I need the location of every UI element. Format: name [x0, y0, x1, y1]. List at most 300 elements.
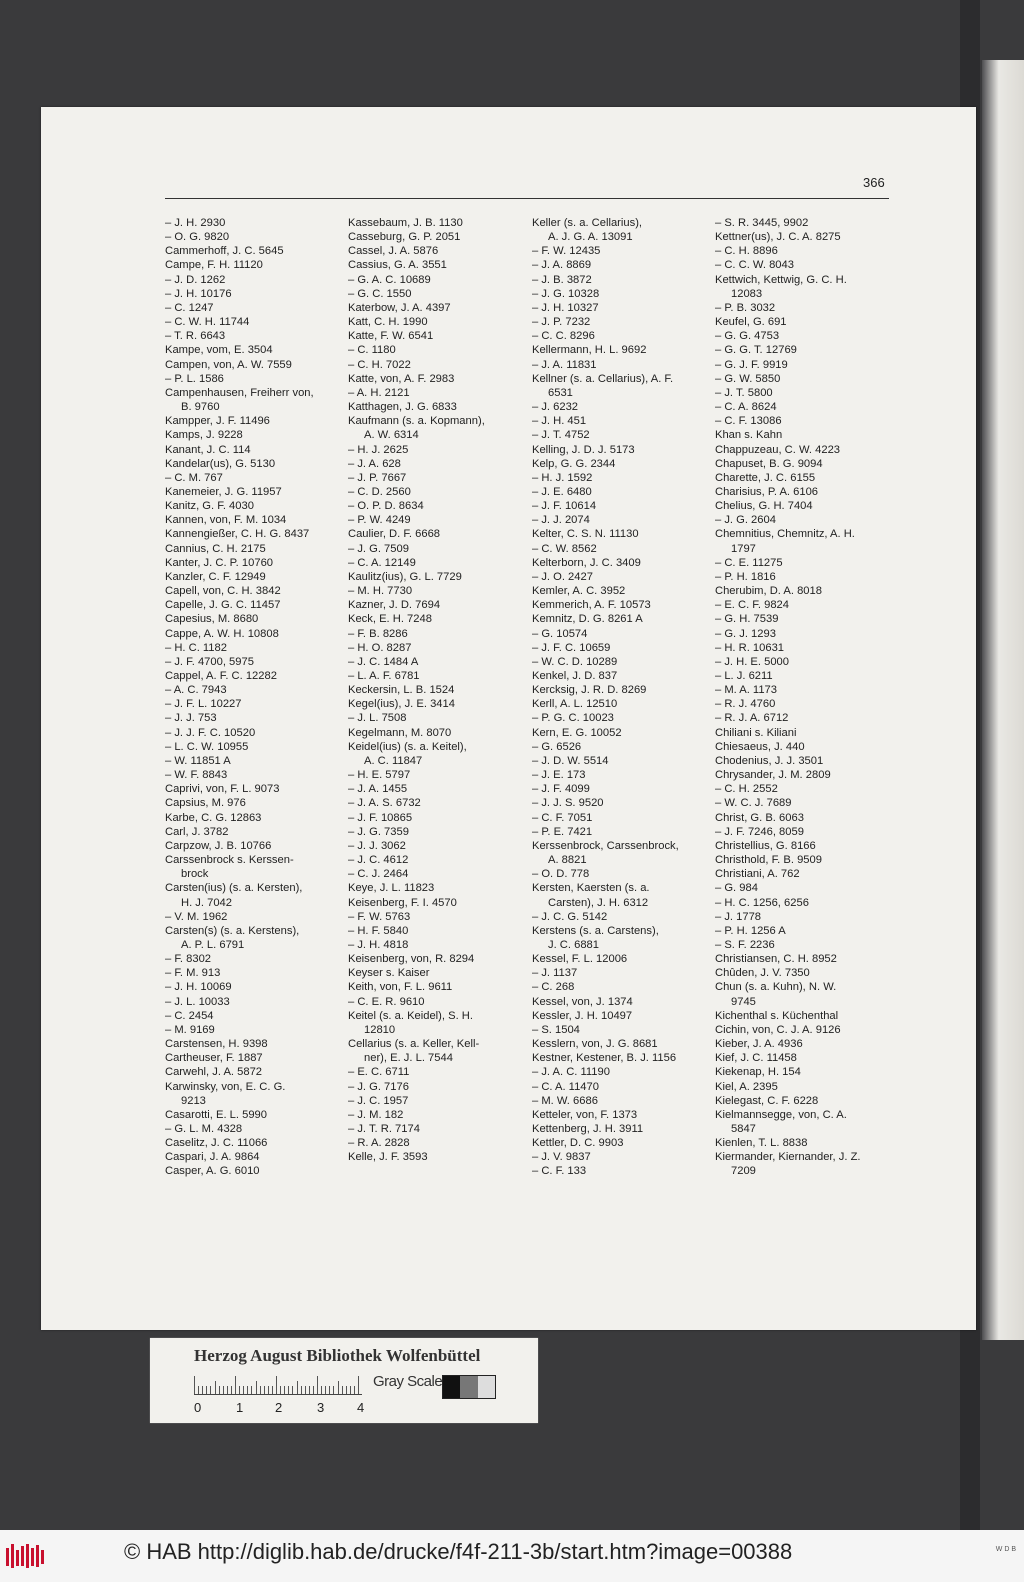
index-entry: Casper, A. G. 6010 — [165, 1165, 260, 1178]
index-entry: 9213 — [181, 1094, 206, 1107]
index-entry: Carpzow, J. B. 10766 — [165, 839, 272, 852]
index-entry: – J. G. 7359 — [348, 825, 409, 838]
index-entry: Kelterborn, J. C. 3409 — [532, 556, 641, 569]
index-entry: – J. A. 11831 — [532, 358, 597, 371]
index-entry: Campenhausen, Freiherr von, — [165, 386, 314, 399]
index-entry: – J. H. 4818 — [348, 938, 409, 951]
index-entry: – M. A. 1173 — [715, 684, 777, 697]
index-entry: – M. W. 6686 — [532, 1094, 598, 1107]
index-entry: – J. A. C. 11190 — [532, 1066, 610, 1079]
index-entry: Kellner (s. a. Cellarius), A. F. — [532, 372, 674, 385]
ruler-number: 1 — [236, 1400, 244, 1415]
gray-swatch — [443, 1376, 460, 1398]
index-entry: – J. H. 10176 — [165, 287, 232, 300]
ruler-tick — [210, 1386, 211, 1394]
index-entry: – F. W. 12435 — [532, 245, 601, 258]
index-entry: Keckersin, L. B. 1524 — [348, 684, 455, 697]
index-entry: – C. F. 13086 — [715, 415, 782, 428]
gray-scale-swatches — [442, 1375, 496, 1399]
ruler-tick — [235, 1376, 236, 1394]
index-entry: – H. O. 8287 — [348, 641, 412, 654]
index-entry: Kienlen, T. L. 8838 — [715, 1137, 808, 1150]
index-entry: Chrysander, J. M. 2809 — [715, 769, 831, 782]
index-entry: Chapuset, B. G. 9094 — [715, 457, 823, 470]
ruler-tick — [280, 1386, 281, 1394]
ruler-tick — [194, 1376, 195, 1394]
index-entry: – W. C. D. 10289 — [532, 655, 618, 668]
index-entry: – J. F. 10865 — [348, 811, 413, 824]
index-entry: – J. F. C. 10659 — [532, 641, 611, 654]
index-entry: B. 9760 — [181, 401, 220, 414]
index-entry: – G. A. C. 10689 — [348, 273, 431, 286]
index-entry: – G. C. 1550 — [348, 287, 412, 300]
index-entry: Kassebaum, J. B. 1130 — [348, 217, 463, 229]
index-entry: – C. F. 133 — [532, 1165, 587, 1178]
index-entry: Keitel (s. a. Keidel), S. H. — [348, 1009, 473, 1022]
ruler-tick — [284, 1386, 285, 1394]
index-entry: Chodenius, J. J. 3501 — [715, 754, 824, 767]
index-entry: – H. J. 2625 — [348, 443, 409, 456]
index-entry: – J. P. 7232 — [532, 316, 591, 329]
ruler-tick — [325, 1386, 326, 1394]
index-entry: 9745 — [731, 995, 756, 1008]
index-entry: Karbe, C. G. 12863 — [165, 811, 262, 824]
index-entry: Kegelmann, M. 8070 — [348, 726, 452, 739]
index-entry: 12810 — [364, 1023, 396, 1036]
index-entry: Cartheuser, F. 1887 — [165, 1052, 263, 1065]
index-entry: Ketteler, von, F. 1373 — [532, 1108, 638, 1121]
index-entry: – P. G. C. 10023 — [532, 712, 614, 725]
index-entry: Kanemeier, J. G. 11957 — [165, 485, 282, 498]
index-entry: 1797 — [731, 542, 756, 555]
index-entry: Carstensen, H. 9398 — [165, 1038, 268, 1051]
index-entry: Caprivi, von, F. L. 9073 — [165, 783, 280, 796]
index-entry: – G. 984 — [715, 882, 758, 895]
index-entry: Kaulitz(ius), G. L. 7729 — [348, 570, 462, 583]
index-entry: Cherubim, D. A. 8018 — [715, 585, 822, 598]
index-entry: Capsius, M. 976 — [165, 797, 246, 810]
index-entry: Katthagen, J. G. 6833 — [348, 401, 457, 414]
ruler-tick — [198, 1386, 199, 1394]
index-entry: – R. J. A. 6712 — [715, 712, 789, 725]
index-entry: – H. J. 1592 — [532, 471, 593, 484]
index-entry: Carsten(s) (s. a. Kerstens), — [165, 924, 300, 937]
index-entry: Carwehl, J. A. 5872 — [165, 1066, 263, 1079]
index-entry: Kandelar(us), G. 5130 — [165, 457, 276, 470]
copyright-url[interactable]: © HAB http://diglib.hab.de/drucke/f4f-211-3b/start.htm?image=00388 — [124, 1539, 793, 1564]
index-entry: Keisenberg, F. I. 4570 — [348, 896, 457, 909]
index-entry: – W. C. J. 7689 — [715, 797, 792, 810]
index-entry: Khan s. Kahn — [715, 429, 783, 442]
hab-logo-icon — [4, 1542, 46, 1570]
index-entry: Kaufmann (s. a. Kopmann), — [348, 415, 485, 428]
index-entry: – E. C. F. 9824 — [715, 599, 790, 612]
index-entry: Kessel, F. L. 12006 — [532, 953, 628, 966]
index-entry: – P. L. 1586 — [165, 372, 224, 385]
index-entry: – O. D. 778 — [532, 868, 590, 881]
ruler-tick — [297, 1381, 298, 1394]
index-entry: – J. J. 753 — [165, 712, 217, 725]
index-entry: – A. H. 2121 — [348, 386, 410, 399]
ruler-number: 4 — [357, 1400, 365, 1415]
index-entry: – F. M. 913 — [165, 967, 221, 980]
index-entry: 7209 — [731, 1165, 756, 1178]
index-entry: – J. L. 7508 — [348, 712, 407, 725]
index-entry: – J. J. 2074 — [532, 514, 590, 527]
index-entry: Kiekenap, H. 154 — [715, 1066, 801, 1079]
index-column-4 — [715, 216, 893, 1179]
index-entry: – J. C. 4612 — [348, 854, 409, 867]
index-entry: – G. J. F. 9919 — [715, 358, 788, 371]
page-number: 366 — [863, 175, 885, 190]
index-entry: Chiliani s. Kiliani — [715, 726, 797, 739]
index-entry: Kielmannsegge, von, C. A. — [715, 1108, 847, 1121]
index-entry: – L. C. W. 10955 — [165, 740, 249, 753]
index-entry: A. J. G. A. 13091 — [548, 231, 633, 244]
index-entry: – J. L. 10033 — [165, 995, 230, 1008]
index-entry: Kettwich, Kettwig, G. C. H. — [715, 273, 847, 286]
index-entry: Campen, von, A. W. 7559 — [165, 358, 292, 371]
index-entry: Kiermander, Kiernander, J. Z. — [715, 1151, 861, 1164]
ruler-tick — [333, 1386, 334, 1394]
ruler-tick — [227, 1386, 228, 1394]
index-entry: Christellius, G. 8166 — [715, 839, 816, 852]
index-entry: Carsten(ius) (s. a. Kersten), — [165, 882, 303, 895]
index-entry: – P. H. 1816 — [715, 570, 776, 583]
index-entry: Chiesaeus, J. 440 — [715, 740, 805, 753]
index-entry: Christiansen, C. H. 8952 — [715, 953, 837, 966]
index-entry: – C. J. 2464 — [348, 868, 409, 881]
index-entry: Kerssenbrock, Carssenbrock, — [532, 839, 679, 852]
index-entry: Caspari, J. A. 9864 — [165, 1151, 260, 1164]
index-entry: Charette, J. C. 6155 — [715, 471, 816, 484]
index-entry: – J. F. 10614 — [532, 500, 597, 513]
index-entry: Keyser s. Kaiser — [348, 967, 430, 980]
index-entry: – J. T. 4752 — [532, 429, 590, 442]
index-entry: Keisenberg, von, R. 8294 — [348, 953, 475, 966]
ruler-tick — [272, 1386, 273, 1394]
index-entry: A. C. 11847 — [364, 754, 423, 767]
index-entry: – G. W. 5850 — [715, 372, 781, 385]
index-entry: – J. E. 173 — [532, 769, 586, 782]
gray-scale-label: Gray Scale — [373, 1373, 443, 1390]
index-entry: Kemmerich, A. F. 10573 — [532, 599, 651, 612]
index-entry: – S. 1504 — [532, 1023, 580, 1036]
index-entry: – F. 8302 — [165, 953, 212, 966]
index-entry: Charisius, P. A. 6106 — [715, 485, 819, 498]
index-entry: – P. E. 7421 — [532, 825, 593, 838]
index-entry: – O. G. 9820 — [165, 231, 230, 244]
footer-bar — [0, 1530, 1024, 1582]
index-entry: – J. 1778 — [715, 910, 762, 923]
index-entry: Keye, J. L. 11823 — [348, 882, 435, 895]
ruler-tick — [346, 1386, 347, 1394]
index-entry: – H. C. 1182 — [165, 641, 227, 654]
index-entry: – J. B. 3872 — [532, 273, 592, 286]
index-entry: Katerbow, J. A. 4397 — [348, 301, 451, 314]
ruler-tick — [292, 1386, 293, 1394]
index-entry: – J. D. W. 5514 — [532, 754, 609, 767]
ruler-tick — [256, 1381, 257, 1394]
index-entry: – C. C. W. 8043 — [715, 259, 794, 272]
index-entry: 5847 — [731, 1123, 756, 1135]
ruler-tick — [329, 1386, 330, 1394]
measurement-ruler — [194, 1374, 362, 1395]
index-entry: Kanitz, G. F. 4030 — [165, 500, 254, 513]
index-entry: Kanzler, C. F. 12949 — [165, 570, 266, 583]
index-entry: – C. E. 11275 — [715, 556, 783, 569]
index-entry: – J. 6232 — [532, 401, 579, 414]
index-entry: – V. M. 1962 — [165, 910, 228, 923]
index-entry: – R. J. 4760 — [715, 698, 776, 711]
index-entry: Chelius, G. H. 7404 — [715, 500, 813, 513]
index-entry: – E. C. 6711 — [348, 1066, 410, 1079]
index-entry: Kamps, J. 9228 — [165, 429, 243, 442]
index-entry: Capelle, J. G. C. 11457 — [165, 599, 281, 612]
index-entry: Chemnitius, Chemnitz, A. H. — [715, 528, 855, 541]
index-entry: – H. C. 1256, 6256 — [715, 896, 809, 909]
index-entry: Keith, von, F. L. 9611 — [348, 981, 453, 994]
index-entry: Kelling, J. D. J. 5173 — [532, 443, 635, 456]
index-entry: – J. C. G. 5142 — [532, 910, 608, 923]
index-entry: Kemnitz, D. G. 8261 A — [532, 613, 643, 626]
index-entry: – M. H. 7730 — [348, 585, 413, 598]
index-entry: – C. H. 2552 — [715, 783, 778, 796]
index-column-3 — [532, 216, 710, 1179]
index-entry: Kichenthal s. Küchenthal — [715, 1009, 839, 1022]
color-calibration-bar — [150, 1338, 538, 1423]
index-entry: A. W. 6314 — [364, 429, 419, 442]
index-entry: Kief, J. C. 11458 — [715, 1052, 797, 1065]
index-entry: – S. R. 3445, 9902 — [715, 217, 809, 229]
ruler-tick — [231, 1386, 232, 1394]
index-entry: Casseburg, G. P. 2051 — [348, 231, 461, 244]
index-entry: – C. 1180 — [348, 344, 396, 357]
index-entry: Capesius, M. 8680 — [165, 613, 259, 626]
index-entry: ner), E. J. L. 7544 — [364, 1052, 453, 1065]
index-entry: Kelp, G. G. 2344 — [532, 457, 616, 470]
index-entry: Kersten, Kaersten (s. a. — [532, 882, 650, 895]
index-entry: Cassius, G. A. 3551 — [348, 259, 447, 272]
ruler-tick — [350, 1386, 351, 1394]
index-entry: – J. E. 6480 — [532, 485, 592, 498]
index-entry: – J. F. 4700, 5975 — [165, 655, 254, 668]
index-entry: Chûden, J. V. 7350 — [715, 967, 810, 980]
index-entry: Kanant, J. C. 114 — [165, 443, 251, 456]
index-entry: – G. J. 1293 — [715, 627, 776, 640]
index-entry: – J. A. 8869 — [532, 259, 592, 272]
ruler-tick — [251, 1386, 252, 1394]
index-entry: Kestner, Kestener, B. J. 1156 — [532, 1052, 677, 1065]
index-entry: – J. H. 10327 — [532, 301, 599, 314]
index-entry: – C. W. 8562 — [532, 542, 597, 555]
index-entry: Kenkel, J. D. 837 — [532, 670, 618, 682]
index-entry: – J. F. L. 10227 — [165, 698, 242, 711]
index-entry: Kern, E. G. 10052 — [532, 726, 622, 739]
index-entry: H. J. 7042 — [181, 896, 232, 909]
index-entry: Kessel, von, J. 1374 — [532, 995, 633, 1008]
index-entry: Katte, F. W. 6541 — [348, 330, 434, 343]
book-page — [41, 107, 976, 1330]
index-entry: – J. G. 7509 — [348, 542, 409, 555]
index-entry: Casarotti, E. L. 5990 — [165, 1108, 267, 1121]
index-entry: Capell, von, C. H. 3842 — [165, 585, 281, 598]
index-entry: – L. A. F. 6781 — [348, 670, 420, 682]
ruler-tick — [219, 1386, 220, 1394]
index-entry: – C. A. 11470 — [532, 1080, 599, 1093]
index-entry: Kannen, von, F. M. 1034 — [165, 514, 287, 527]
index-entry: – J. A. S. 6732 — [348, 797, 421, 810]
gray-swatch — [460, 1376, 477, 1398]
index-entry: Kerstens (s. a. Carstens), — [532, 924, 659, 937]
index-entry: – G. 6526 — [532, 740, 582, 753]
index-entry: – J. T. R. 7174 — [348, 1123, 420, 1135]
index-entry: – J. O. 2427 — [532, 570, 593, 583]
index-entry: Christiani, A. 762 — [715, 868, 800, 881]
index-entry: – C. W. H. 11744 — [165, 316, 250, 329]
index-entry: Kettner(us), J. C. A. 8275 — [715, 231, 841, 244]
ruler-tick — [342, 1386, 343, 1394]
ruler-tick — [321, 1386, 322, 1394]
index-entry: Kampe, vom, E. 3504 — [165, 344, 273, 357]
index-entry: – C. C. 8296 — [532, 330, 595, 343]
index-entry: Cannius, C. H. 2175 — [165, 542, 266, 555]
index-entry: Christhold, F. B. 9509 — [715, 854, 822, 867]
index-entry: Cappel, A. F. C. 12282 — [165, 670, 277, 682]
index-entry: – P. H. 1256 A — [715, 924, 786, 937]
ruler-tick — [239, 1386, 240, 1394]
index-entry: – J. V. 9837 — [532, 1151, 591, 1164]
index-entry: – C. D. 2560 — [348, 485, 411, 498]
ruler-number: 3 — [317, 1400, 325, 1415]
ruler-tick — [288, 1386, 289, 1394]
ruler-tick — [264, 1386, 265, 1394]
index-entry: Cassel, J. A. 5876 — [348, 245, 439, 258]
index-entry: Caselitz, J. C. 11066 — [165, 1137, 268, 1150]
index-entry: Chun (s. a. Kuhn), N. W. — [715, 981, 837, 994]
library-name: Herzog August Bibliothek Wolfenbüttel — [194, 1346, 481, 1365]
index-entry: Kampper, J. F. 11496 — [165, 415, 270, 428]
index-entry: – H. F. 5840 — [348, 924, 409, 937]
index-entry: – J. G. 10328 — [532, 287, 600, 300]
index-entry: – J. G. 7176 — [348, 1080, 409, 1093]
ruler-tick — [243, 1386, 244, 1394]
index-entry: – L. J. 6211 — [715, 670, 773, 682]
index-entry: Katt, C. H. 1990 — [348, 316, 428, 329]
ruler-tick — [358, 1376, 359, 1394]
index-entry: Kercksig, J. R. D. 8269 — [532, 684, 647, 697]
index-entry: Kelle, J. F. 3593 — [348, 1151, 428, 1164]
ruler-tick — [305, 1386, 306, 1394]
index-entry: Kettler, D. C. 9903 — [532, 1137, 624, 1150]
index-entry: – C. A. 8624 — [715, 401, 777, 414]
ruler-tick — [301, 1386, 302, 1394]
index-entry: – C. M. 767 — [165, 471, 223, 484]
ruler-tick — [202, 1386, 203, 1394]
index-entry: Caulier, D. F. 6668 — [348, 528, 441, 541]
index-entry: – F. W. 5763 — [348, 910, 411, 923]
index-entry: Cappe, A. W. H. 10808 — [165, 627, 279, 640]
index-entry: 12083 — [731, 287, 763, 300]
index-entry: – J. P. 7667 — [348, 471, 407, 484]
index-entry: A. 8821 — [548, 854, 587, 867]
ruler-tick — [317, 1376, 318, 1394]
index-entry: Keufel, G. 691 — [715, 316, 787, 329]
index-entry: – W. 11851 A — [165, 754, 231, 767]
index-entry: Kettenberg, J. H. 3911 — [532, 1123, 644, 1135]
index-entry: Carsten), J. H. 6312 — [548, 896, 649, 909]
index-entry: – J. A. 1455 — [348, 783, 408, 796]
index-entry: – C. 268 — [532, 981, 575, 994]
index-entry: – C. E. R. 9610 — [348, 995, 425, 1008]
ruler-tick — [309, 1386, 310, 1394]
index-entry: – C. 1247 — [165, 301, 214, 314]
index-column-1 — [165, 216, 343, 1179]
index-entry: Kannengießer, C. H. G. 8437 — [165, 528, 310, 541]
index-entry: Keidel(ius) (s. a. Keitel), — [348, 740, 467, 753]
index-entry: Kielegast, C. F. 6228 — [715, 1094, 819, 1107]
ruler-tick — [268, 1386, 269, 1394]
index-entry: Kerll, A. L. 12510 — [532, 698, 618, 711]
index-entry: J. C. 6881 — [548, 938, 599, 951]
index-entry: – J. A. 628 — [348, 457, 401, 470]
index-entry: Kanter, J. C. P. 10760 — [165, 556, 274, 569]
ruler-tick — [223, 1386, 224, 1394]
next-page-edge — [982, 60, 1024, 1340]
index-entry: – J. F. 7246, 8059 — [715, 825, 804, 838]
index-entry: – J. H. E. 5000 — [715, 655, 790, 668]
ruler-tick — [215, 1381, 216, 1394]
index-entry: – C. H. 8896 — [715, 245, 778, 258]
index-entry: – J. H. 451 — [532, 415, 587, 428]
index-entry: – G. H. 7539 — [715, 613, 779, 626]
index-entry: – C. H. 7022 — [348, 358, 411, 371]
index-entry: – J. J. S. 9520 — [532, 797, 604, 810]
index-entry: – A. C. 7943 — [165, 684, 227, 697]
index-entry: – G. L. M. 4328 — [165, 1123, 243, 1135]
ruler-tick — [276, 1376, 277, 1394]
index-entry: – F. B. 8286 — [348, 627, 408, 640]
index-entry: – O. P. D. 8634 — [348, 500, 424, 513]
index-entry: Kazner, J. D. 7694 — [348, 599, 441, 612]
index-entry: – G. G. 4753 — [715, 330, 780, 343]
index-entry: – J. H. 10069 — [165, 981, 232, 994]
index-entry: – J. J. 3062 — [348, 839, 406, 852]
index-entry: Cammerhoff, J. C. 5645 — [165, 245, 284, 258]
index-entry: – J. D. 1262 — [165, 273, 226, 286]
index-entry: – J. T. 5800 — [715, 386, 773, 399]
index-entry: – J. F. 4099 — [532, 783, 590, 796]
index-entry: – R. A. 2828 — [348, 1137, 410, 1150]
index-entry: – M. 9169 — [165, 1023, 215, 1036]
index-entry: Keller (s. a. Cellarius), — [532, 217, 643, 229]
ruler-number: 0 — [194, 1400, 202, 1415]
index-entry: Carl, J. 3782 — [165, 825, 229, 838]
ruler-tick — [247, 1386, 248, 1394]
index-entry: – C. 2454 — [165, 1009, 214, 1022]
index-entry: – H. E. 5797 — [348, 769, 411, 782]
index-entry: Keck, E. H. 7248 — [348, 613, 432, 626]
index-entry: A. P. L. 6791 — [181, 938, 245, 951]
index-entry: – J. M. 182 — [348, 1108, 404, 1121]
index-entry: – J. G. 2604 — [715, 514, 776, 527]
index-entry: Katte, von, A. F. 2983 — [348, 372, 455, 385]
ruler-tick — [206, 1386, 207, 1394]
index-entry: Kegel(ius), J. E. 3414 — [348, 698, 455, 711]
ruler-tick — [338, 1381, 339, 1394]
index-entry: – J. C. 1957 — [348, 1094, 409, 1107]
index-entry: – S. F. 2236 — [715, 938, 775, 951]
